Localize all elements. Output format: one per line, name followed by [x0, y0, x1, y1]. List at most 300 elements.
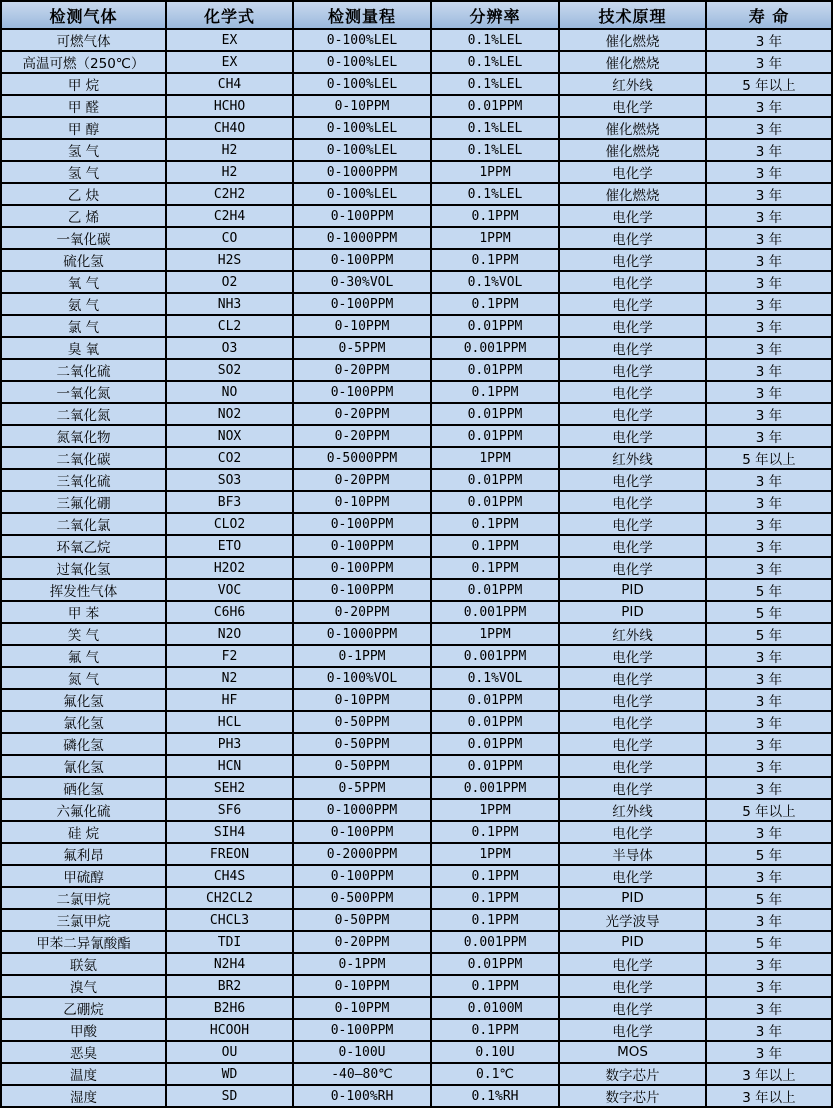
table-cell-lifespan: 3 年 [706, 513, 832, 535]
table-row [1, 645, 832, 667]
table-cell-lifespan: 3 年 [706, 777, 832, 799]
table-cell-technology: 电化学 [559, 997, 706, 1019]
table-cell-chemical-formula: F2 [166, 645, 293, 667]
table-row [1, 95, 832, 117]
table-cell-chemical-formula: HCHO [166, 95, 293, 117]
table-cell-lifespan: 5 年 [706, 843, 832, 865]
table-row [1, 139, 832, 161]
table-row [1, 73, 832, 95]
table-cell-technology: PID [559, 579, 706, 601]
table-cell-gas-name: 硒化氢 [1, 777, 166, 799]
table-cell-chemical-formula: H2S [166, 249, 293, 271]
table-cell-detection-range: 0-5PPM [293, 337, 431, 359]
table-cell-resolution: 0.1PPM [431, 821, 559, 843]
column-header: 检测气体 [1, 1, 166, 29]
table-cell-detection-range: 0-100PPM [293, 513, 431, 535]
table-cell-chemical-formula: SO3 [166, 469, 293, 491]
table-row [1, 623, 832, 645]
table-cell-chemical-formula: TDI [166, 931, 293, 953]
table-cell-lifespan: 3 年 [706, 29, 832, 51]
table-cell-technology: 电化学 [559, 337, 706, 359]
table-cell-resolution: 0.01PPM [431, 315, 559, 337]
table-cell-gas-name: 二氧化碳 [1, 447, 166, 469]
table-cell-gas-name: 过氧化氢 [1, 557, 166, 579]
table-cell-detection-range: 0-100%RH [293, 1085, 431, 1107]
table-cell-detection-range: 0-100PPM [293, 1019, 431, 1041]
table-cell-lifespan: 3 年 [706, 1041, 832, 1063]
table-cell-lifespan: 3 年 [706, 117, 832, 139]
table-cell-technology: 电化学 [559, 359, 706, 381]
table-cell-gas-name: 氰化氢 [1, 755, 166, 777]
table-cell-detection-range: 0-20PPM [293, 359, 431, 381]
header-row [1, 1, 832, 29]
table-cell-detection-range: 0-100PPM [293, 205, 431, 227]
table-cell-resolution: 0.1PPM [431, 865, 559, 887]
table-cell-gas-name: 乙 烯 [1, 205, 166, 227]
table-cell-resolution: 0.01PPM [431, 689, 559, 711]
table-cell-detection-range: 0-100%LEL [293, 29, 431, 51]
table-cell-gas-name: 甲酸 [1, 1019, 166, 1041]
table-cell-gas-name: 高温可燃（250℃） [1, 51, 166, 73]
table-row [1, 117, 832, 139]
table-cell-chemical-formula: NH3 [166, 293, 293, 315]
table-cell-detection-range: 0-100PPM [293, 535, 431, 557]
table-cell-resolution: 0.1%VOL [431, 271, 559, 293]
table-cell-gas-name: 臭 氧 [1, 337, 166, 359]
table-cell-resolution: 0.01PPM [431, 711, 559, 733]
table-cell-detection-range: 0-10PPM [293, 315, 431, 337]
table-row [1, 535, 832, 557]
table-cell-technology: 电化学 [559, 645, 706, 667]
table-cell-technology: 电化学 [559, 381, 706, 403]
table-row [1, 161, 832, 183]
table-row [1, 249, 832, 271]
table-cell-chemical-formula: O3 [166, 337, 293, 359]
table-cell-technology: 电化学 [559, 249, 706, 271]
table-cell-resolution: 1PPM [431, 799, 559, 821]
table-cell-gas-name: 笑 气 [1, 623, 166, 645]
table-body [1, 29, 832, 1107]
table-cell-resolution: 0.001PPM [431, 931, 559, 953]
table-cell-gas-name: 二氧化氮 [1, 403, 166, 425]
table-cell-detection-range: 0-100PPM [293, 557, 431, 579]
table-cell-technology: 电化学 [559, 821, 706, 843]
table-cell-gas-name: 氢 气 [1, 161, 166, 183]
table-cell-chemical-formula: NO [166, 381, 293, 403]
table-cell-lifespan: 5 年 [706, 579, 832, 601]
table-cell-gas-name: 三氟化硼 [1, 491, 166, 513]
table-cell-lifespan: 5 年以上 [706, 73, 832, 95]
table-cell-gas-name: 氮氧化物 [1, 425, 166, 447]
table-cell-technology: 催化燃烧 [559, 51, 706, 73]
table-cell-gas-name: 三氧化硫 [1, 469, 166, 491]
table-cell-chemical-formula: N2O [166, 623, 293, 645]
table-cell-gas-name: 二氯甲烷 [1, 887, 166, 909]
table-cell-lifespan: 3 年 [706, 403, 832, 425]
table-cell-lifespan: 3 年 [706, 865, 832, 887]
table-cell-technology: 电化学 [559, 161, 706, 183]
table-cell-detection-range: 0-100%LEL [293, 51, 431, 73]
table-cell-chemical-formula: C6H6 [166, 601, 293, 623]
table-cell-lifespan: 3 年 [706, 733, 832, 755]
table-row [1, 491, 832, 513]
table-cell-chemical-formula: FREON [166, 843, 293, 865]
table-row [1, 557, 832, 579]
table-cell-technology: 电化学 [559, 205, 706, 227]
table-cell-resolution: 0.01PPM [431, 469, 559, 491]
table-cell-resolution: 0.1PPM [431, 535, 559, 557]
table-cell-gas-name: 氯 气 [1, 315, 166, 337]
table-cell-chemical-formula: HCOOH [166, 1019, 293, 1041]
table-cell-gas-name: 氟利昂 [1, 843, 166, 865]
table-cell-technology: 催化燃烧 [559, 29, 706, 51]
table-cell-technology: 红外线 [559, 73, 706, 95]
table-cell-lifespan: 5 年 [706, 931, 832, 953]
table-cell-gas-name: 氨 气 [1, 293, 166, 315]
table-cell-detection-range: 0-2000PPM [293, 843, 431, 865]
table-cell-gas-name: 氮 气 [1, 667, 166, 689]
table-cell-technology: 电化学 [559, 733, 706, 755]
table-cell-detection-range: 0-100%LEL [293, 73, 431, 95]
table-cell-technology: 数字芯片 [559, 1063, 706, 1085]
table-cell-resolution: 0.1PPM [431, 887, 559, 909]
table-row [1, 337, 832, 359]
table-cell-resolution: 0.1PPM [431, 513, 559, 535]
table-cell-chemical-formula: SO2 [166, 359, 293, 381]
table-cell-detection-range: 0-20PPM [293, 931, 431, 953]
table-cell-detection-range: 0-1PPM [293, 953, 431, 975]
table-cell-gas-name: 氟化氢 [1, 689, 166, 711]
table-cell-chemical-formula: N2 [166, 667, 293, 689]
table-cell-chemical-formula: WD [166, 1063, 293, 1085]
table-cell-lifespan: 5 年以上 [706, 447, 832, 469]
table-row [1, 183, 832, 205]
table-row [1, 975, 832, 997]
table-cell-lifespan: 3 年 [706, 557, 832, 579]
table-row [1, 513, 832, 535]
table-cell-gas-name: 挥发性气体 [1, 579, 166, 601]
table-cell-chemical-formula: CH4O [166, 117, 293, 139]
table-cell-chemical-formula: BR2 [166, 975, 293, 997]
table-cell-detection-range: 0-1000PPM [293, 799, 431, 821]
table-cell-lifespan: 3 年 [706, 249, 832, 271]
table-row [1, 953, 832, 975]
table-cell-detection-range: 0-10PPM [293, 975, 431, 997]
table-cell-lifespan: 3 年 [706, 139, 832, 161]
table-cell-chemical-formula: CLO2 [166, 513, 293, 535]
table-cell-chemical-formula: VOC [166, 579, 293, 601]
table-cell-chemical-formula: CHCL3 [166, 909, 293, 931]
table-cell-technology: 电化学 [559, 469, 706, 491]
table-row [1, 579, 832, 601]
table-row [1, 425, 832, 447]
table-cell-technology: PID [559, 931, 706, 953]
table-cell-gas-name: 乙硼烷 [1, 997, 166, 1019]
table-cell-detection-range: 0-10PPM [293, 95, 431, 117]
table-row [1, 843, 832, 865]
table-cell-detection-range: 0-100%LEL [293, 183, 431, 205]
table-cell-resolution: 0.10U [431, 1041, 559, 1063]
table-cell-gas-name: 甲硫醇 [1, 865, 166, 887]
table-cell-lifespan: 3 年 [706, 909, 832, 931]
table-cell-technology: 光学波导 [559, 909, 706, 931]
table-cell-technology: 红外线 [559, 623, 706, 645]
table-cell-gas-name: 三氯甲烷 [1, 909, 166, 931]
table-cell-resolution: 0.1%LEL [431, 51, 559, 73]
table-cell-detection-range: 0-20PPM [293, 469, 431, 491]
column-header: 寿 命 [706, 1, 832, 29]
table-row [1, 601, 832, 623]
table-cell-technology: PID [559, 601, 706, 623]
table-cell-detection-range: 0-1000PPM [293, 227, 431, 249]
table-cell-detection-range: 0-10PPM [293, 689, 431, 711]
table-cell-technology: MOS [559, 1041, 706, 1063]
table-row [1, 315, 832, 337]
table-cell-resolution: 0.01PPM [431, 733, 559, 755]
table-cell-detection-range: 0-10PPM [293, 491, 431, 513]
table-cell-resolution: 0.01PPM [431, 425, 559, 447]
table-row [1, 293, 832, 315]
table-cell-resolution: 0.01PPM [431, 491, 559, 513]
table-cell-technology: 红外线 [559, 447, 706, 469]
table-cell-resolution: 0.01PPM [431, 579, 559, 601]
table-cell-resolution: 0.1PPM [431, 1019, 559, 1041]
table-cell-lifespan: 3 年 [706, 161, 832, 183]
table-cell-lifespan: 3 年 [706, 359, 832, 381]
table-cell-detection-range: 0-100PPM [293, 381, 431, 403]
table-cell-technology: 电化学 [559, 315, 706, 337]
table-cell-technology: 电化学 [559, 975, 706, 997]
table-cell-lifespan: 3 年 [706, 711, 832, 733]
table-cell-detection-range: 0-100PPM [293, 293, 431, 315]
table-cell-gas-name: 甲 烷 [1, 73, 166, 95]
table-row [1, 403, 832, 425]
table-cell-chemical-formula: CH4 [166, 73, 293, 95]
table-cell-detection-range: 0-5PPM [293, 777, 431, 799]
table-cell-resolution: 0.1PPM [431, 249, 559, 271]
table-cell-technology: 电化学 [559, 689, 706, 711]
table-cell-detection-range: 0-20PPM [293, 425, 431, 447]
table-cell-detection-range: 0-100%VOL [293, 667, 431, 689]
table-cell-technology: 半导体 [559, 843, 706, 865]
table-cell-chemical-formula: SF6 [166, 799, 293, 821]
table-cell-technology: 电化学 [559, 491, 706, 513]
table-cell-gas-name: 氧 气 [1, 271, 166, 293]
table-cell-chemical-formula: N2H4 [166, 953, 293, 975]
table-cell-gas-name: 甲苯二异氰酸酯 [1, 931, 166, 953]
table-cell-detection-range: 0-100PPM [293, 249, 431, 271]
table-cell-resolution: 0.1%LEL [431, 183, 559, 205]
table-cell-resolution: 0.1PPM [431, 293, 559, 315]
table-row [1, 381, 832, 403]
table-cell-detection-range: 0-1000PPM [293, 623, 431, 645]
table-cell-technology: 电化学 [559, 711, 706, 733]
table-cell-lifespan: 3 年 [706, 689, 832, 711]
table-cell-detection-range: 0-100PPM [293, 865, 431, 887]
table-cell-gas-name: 甲 苯 [1, 601, 166, 623]
table-cell-chemical-formula: HCL [166, 711, 293, 733]
table-cell-gas-name: 磷化氢 [1, 733, 166, 755]
table-cell-chemical-formula: NO2 [166, 403, 293, 425]
table-cell-gas-name: 氢 气 [1, 139, 166, 161]
table-cell-chemical-formula: B2H6 [166, 997, 293, 1019]
table-cell-detection-range: 0-1PPM [293, 645, 431, 667]
table-cell-lifespan: 3 年 [706, 183, 832, 205]
table-row [1, 1041, 832, 1063]
table-row [1, 733, 832, 755]
table-cell-detection-range: 0-10PPM [293, 997, 431, 1019]
table-cell-detection-range: 0-100%LEL [293, 117, 431, 139]
table-cell-lifespan: 3 年 [706, 337, 832, 359]
table-cell-resolution: 0.001PPM [431, 645, 559, 667]
table-cell-detection-range: -40—80℃ [293, 1063, 431, 1085]
table-cell-technology: 红外线 [559, 799, 706, 821]
table-cell-lifespan: 3 年 [706, 755, 832, 777]
table-cell-gas-name: 一氧化碳 [1, 227, 166, 249]
table-cell-gas-name: 可燃气体 [1, 29, 166, 51]
table-cell-resolution: 0.1℃ [431, 1063, 559, 1085]
table-cell-resolution: 1PPM [431, 843, 559, 865]
table-cell-lifespan: 3 年 [706, 953, 832, 975]
table-cell-technology: 电化学 [559, 293, 706, 315]
table-cell-detection-range: 0-30%VOL [293, 271, 431, 293]
table-cell-resolution: 0.01PPM [431, 95, 559, 117]
table-cell-gas-name: 恶臭 [1, 1041, 166, 1063]
table-cell-resolution: 0.1PPM [431, 975, 559, 997]
table-cell-gas-name: 六氟化硫 [1, 799, 166, 821]
table-cell-lifespan: 3 年 [706, 491, 832, 513]
table-cell-detection-range: 0-50PPM [293, 755, 431, 777]
table-cell-chemical-formula: CH2CL2 [166, 887, 293, 909]
table-cell-chemical-formula: SIH4 [166, 821, 293, 843]
table-cell-lifespan: 3 年 [706, 535, 832, 557]
table-cell-gas-name: 溴气 [1, 975, 166, 997]
table-row [1, 799, 832, 821]
table-cell-resolution: 0.1%LEL [431, 117, 559, 139]
table-row [1, 205, 832, 227]
table-cell-technology: 数字芯片 [559, 1085, 706, 1107]
table-cell-resolution: 0.1%LEL [431, 73, 559, 95]
table-cell-lifespan: 3 年 [706, 667, 832, 689]
column-header: 化学式 [166, 1, 293, 29]
table-cell-resolution: 0.1%VOL [431, 667, 559, 689]
table-cell-detection-range: 0-50PPM [293, 909, 431, 931]
table-cell-detection-range: 0-50PPM [293, 711, 431, 733]
table-cell-technology: 电化学 [559, 865, 706, 887]
table-cell-resolution: 0.001PPM [431, 601, 559, 623]
table-cell-chemical-formula: H2 [166, 161, 293, 183]
table-row [1, 755, 832, 777]
table-cell-detection-range: 0-5000PPM [293, 447, 431, 469]
table-cell-lifespan: 3 年 [706, 293, 832, 315]
table-row [1, 887, 832, 909]
table-cell-chemical-formula: O2 [166, 271, 293, 293]
table-cell-lifespan: 5 年以上 [706, 799, 832, 821]
table-cell-detection-range: 0-500PPM [293, 887, 431, 909]
table-cell-gas-name: 温度 [1, 1063, 166, 1085]
table-cell-resolution: 0.1PPM [431, 557, 559, 579]
table-cell-technology: 电化学 [559, 95, 706, 117]
table-cell-gas-name: 湿度 [1, 1085, 166, 1107]
table-cell-gas-name: 二氧化氯 [1, 513, 166, 535]
table-row [1, 227, 832, 249]
table-cell-technology: 电化学 [559, 271, 706, 293]
table-cell-technology: 催化燃烧 [559, 117, 706, 139]
table-cell-technology: 电化学 [559, 535, 706, 557]
table-row [1, 821, 832, 843]
table-row [1, 909, 832, 931]
table-row [1, 865, 832, 887]
table-cell-chemical-formula: C2H4 [166, 205, 293, 227]
column-header: 分辨率 [431, 1, 559, 29]
table-row [1, 1019, 832, 1041]
table-cell-detection-range: 0-50PPM [293, 733, 431, 755]
table-row [1, 359, 832, 381]
table-cell-gas-name: 甲 醛 [1, 95, 166, 117]
table-cell-chemical-formula: HCN [166, 755, 293, 777]
table-cell-gas-name: 硫化氢 [1, 249, 166, 271]
table-cell-lifespan: 3 年 [706, 821, 832, 843]
table-cell-technology: 电化学 [559, 403, 706, 425]
table-cell-detection-range: 0-100%LEL [293, 139, 431, 161]
table-cell-technology: 电化学 [559, 557, 706, 579]
table-cell-lifespan: 3 年以上 [706, 1085, 832, 1107]
table-cell-resolution: 0.0100M [431, 997, 559, 1019]
table-cell-lifespan: 3 年 [706, 205, 832, 227]
table-cell-chemical-formula: EX [166, 29, 293, 51]
table-cell-gas-name: 一氧化氮 [1, 381, 166, 403]
table-row [1, 1085, 832, 1107]
table-cell-chemical-formula: C2H2 [166, 183, 293, 205]
table-cell-detection-range: 0-100PPM [293, 579, 431, 601]
table-cell-chemical-formula: SEH2 [166, 777, 293, 799]
table-cell-resolution: 0.1PPM [431, 381, 559, 403]
table-cell-chemical-formula: SD [166, 1085, 293, 1107]
table-cell-technology: 催化燃烧 [559, 183, 706, 205]
table-cell-technology: 电化学 [559, 667, 706, 689]
table-cell-chemical-formula: HF [166, 689, 293, 711]
table-row [1, 447, 832, 469]
table-cell-lifespan: 3 年 [706, 227, 832, 249]
table-row [1, 711, 832, 733]
table-cell-chemical-formula: H2O2 [166, 557, 293, 579]
table-cell-lifespan: 3 年 [706, 1019, 832, 1041]
table-row [1, 931, 832, 953]
table-cell-resolution: 0.01PPM [431, 755, 559, 777]
table-cell-gas-name: 氯化氢 [1, 711, 166, 733]
column-header: 技术原理 [559, 1, 706, 29]
table-cell-gas-name: 氟 气 [1, 645, 166, 667]
table-cell-gas-name: 硅 烷 [1, 821, 166, 843]
table-cell-resolution: 0.01PPM [431, 359, 559, 381]
table-cell-detection-range: 0-100PPM [293, 821, 431, 843]
table-cell-technology: 电化学 [559, 513, 706, 535]
table-cell-chemical-formula: CH4S [166, 865, 293, 887]
table-row [1, 29, 832, 51]
table-cell-resolution: 0.1%LEL [431, 29, 559, 51]
table-cell-resolution: 1PPM [431, 447, 559, 469]
table-cell-resolution: 0.001PPM [431, 337, 559, 359]
table-cell-detection-range: 0-20PPM [293, 403, 431, 425]
table-cell-gas-name: 甲 醇 [1, 117, 166, 139]
table-row [1, 689, 832, 711]
table-cell-resolution: 0.1%RH [431, 1085, 559, 1107]
table-cell-lifespan: 3 年 [706, 381, 832, 403]
table-row [1, 469, 832, 491]
table-cell-lifespan: 5 年 [706, 601, 832, 623]
table-cell-gas-name: 乙 炔 [1, 183, 166, 205]
table-cell-resolution: 0.01PPM [431, 403, 559, 425]
